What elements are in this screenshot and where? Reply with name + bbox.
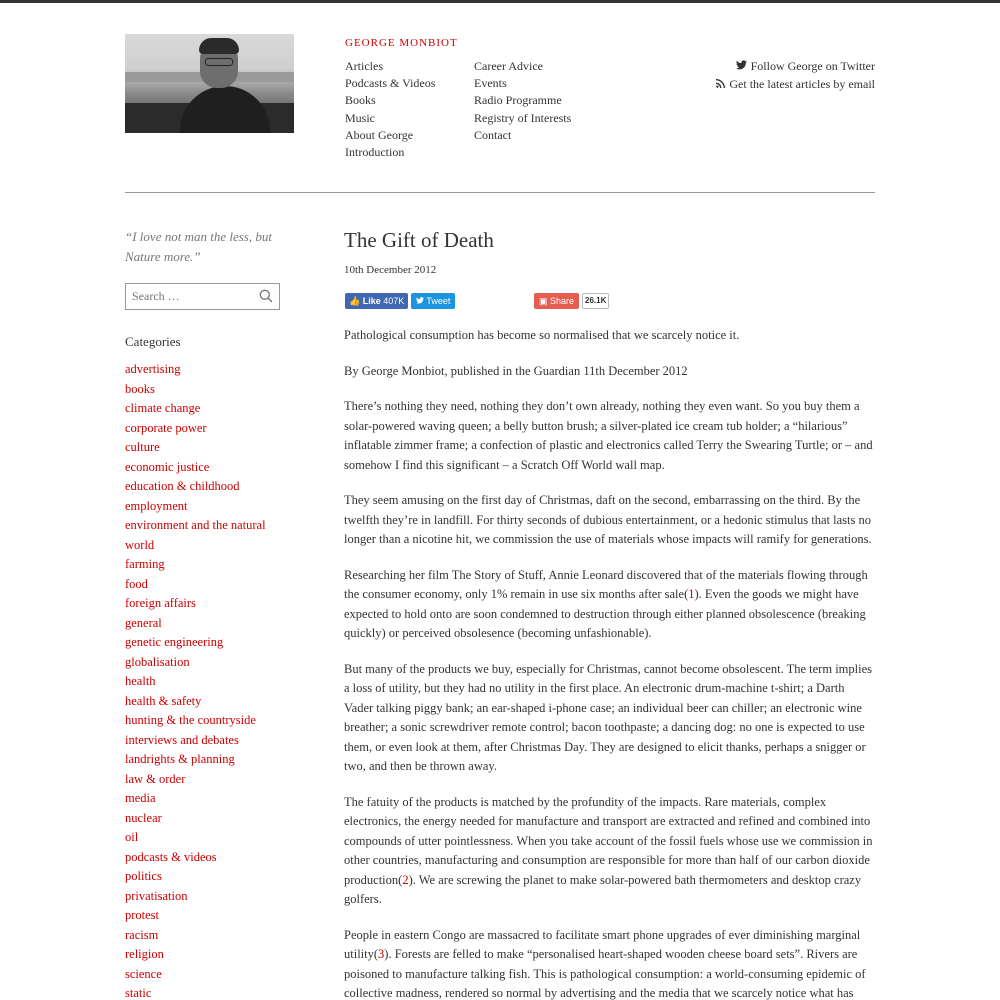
footnote-link-2[interactable]: 2: [402, 872, 409, 887]
site-title[interactable]: GEORGE MONBIOT: [345, 37, 458, 49]
main-nav-col1: [345, 58, 435, 161]
rss-icon: [713, 77, 725, 94]
category-link[interactable]: privatisation: [125, 888, 188, 903]
category-link[interactable]: education & childhood: [125, 479, 240, 493]
share-count: 26.1K: [582, 293, 609, 309]
category-link[interactable]: economic justice: [125, 459, 210, 474]
category-link[interactable]: health & safety: [125, 693, 202, 708]
thumbs-up-icon: 👍: [349, 296, 361, 306]
category-link[interactable]: corporate power: [125, 420, 207, 435]
article-paragraph: [344, 926, 875, 1000]
category-link[interactable]: advertising: [125, 362, 181, 376]
nav-contact[interactable]: Contact: [474, 127, 512, 142]
nav-radio-programme[interactable]: Radio Programme: [474, 93, 562, 108]
search-input[interactable]: [126, 284, 256, 309]
nav-introduction[interactable]: Introduction: [345, 145, 405, 160]
nav-music[interactable]: Music: [345, 110, 375, 125]
like-label: Like: [362, 296, 381, 306]
paragraph-text: Researching her film The Story of Stuff, Annie Leonard discovered that of the materials flowing through the consumer economy, only 1% remain in use six months after sale(: [344, 567, 868, 601]
email-subscribe-link[interactable]: [713, 76, 875, 94]
paragraph-text: The fatuity of the products is matched by the profundity of the impacts. Rare materials, complex electronics, the energy needed for manufacture and transport are extracted and refined and combined into compounds of utter pointlessness. When you take account of the fossil fuels whose use we commission in other countries, manufacturing and consumption are responsible for more than half of our carbon dioxide production(: [344, 794, 873, 887]
nav-about-george[interactable]: About George: [345, 127, 414, 142]
search-box: [125, 283, 280, 310]
footnote-link-1[interactable]: 1: [688, 587, 695, 601]
categories-heading: Categories: [125, 334, 181, 349]
paragraph-text: ). We are screwing the planet to make solar-powered bath thermometers and desktop crazy golfers.: [344, 872, 862, 906]
category-link[interactable]: books: [125, 381, 155, 396]
article-paragraph: Pathological consumption has become so normalised that we scarcely notice it.: [344, 328, 740, 342]
article-byline: By George Monbiot, published in the Guardian 11th December 2012: [344, 363, 688, 378]
like-count: 407K: [383, 296, 405, 306]
category-link[interactable]: genetic engineering: [125, 635, 224, 649]
category-link[interactable]: law & order: [125, 771, 186, 786]
article: [344, 227, 875, 1000]
category-link[interactable]: culture: [125, 440, 160, 454]
nav-articles[interactable]: Articles: [345, 59, 383, 73]
sidebar-quote: “I love not man the less, but Nature more.”: [125, 229, 272, 264]
paragraph-text: ). Forests are felled to make “personalised heart-shaped wooden cheese board sets”. Rivers are poisoned to manufacture talking fish. This is pathological consumption: a world-consuming epidemic of collective madness, rendered so normal by advertising and the media that we scarcely notice what has: [344, 947, 866, 1000]
category-link[interactable]: politics: [125, 869, 162, 883]
author-photo: [125, 34, 294, 133]
category-link[interactable]: health: [125, 674, 156, 688]
category-link[interactable]: religion: [125, 947, 164, 961]
category-link[interactable]: nuclear: [125, 810, 162, 825]
category-link[interactable]: landrights & planning: [125, 752, 235, 766]
category-link[interactable]: farming: [125, 557, 165, 571]
footnote-link-3[interactable]: 3: [378, 947, 385, 961]
site-header: [125, 3, 875, 193]
category-link[interactable]: interviews and debates: [125, 732, 239, 747]
category-link[interactable]: environment and the natural world: [125, 518, 266, 552]
share-button[interactable]: [534, 293, 579, 309]
tweet-label: Tweet: [426, 296, 451, 306]
social-links: [713, 58, 875, 94]
twitter-follow-link[interactable]: [713, 58, 875, 76]
category-link[interactable]: climate change: [125, 401, 201, 415]
share-label: Share: [550, 296, 575, 306]
facebook-like-button[interactable]: [345, 293, 408, 309]
category-link[interactable]: science: [125, 966, 162, 981]
nav-podcasts-videos[interactable]: Podcasts & Videos: [345, 76, 436, 91]
article-date: 10th December 2012: [344, 264, 437, 276]
twitter-follow-label: Follow George on Twitter: [750, 59, 875, 73]
category-link[interactable]: foreign affairs: [125, 596, 196, 610]
nav-registry-of-interests[interactable]: Registry of Interests: [474, 110, 572, 125]
article-paragraph: [344, 566, 875, 644]
category-link[interactable]: protest: [125, 908, 160, 922]
category-link[interactable]: food: [125, 576, 148, 591]
categories-list: [125, 360, 275, 1000]
category-link[interactable]: employment: [125, 498, 188, 513]
category-link[interactable]: racism: [125, 927, 159, 942]
category-link[interactable]: podcasts & videos: [125, 849, 217, 864]
article-paragraph: There’s nothing they need, nothing they don’t own already, nothing they even want. So you buy them a solar-powered waving queen; a belly button brush; a silver-plated ice cream tub holder; a “hilarious” inflatable zimmer frame; a confection of plastic and electronics called Terry the Swearing Turtle; or – and somehow I find this significant – a Scratch Off World wall map.: [344, 399, 873, 472]
share-bar: [344, 293, 875, 310]
article-paragraph: But many of the products we buy, especially for Christmas, cannot become obsolescent. The term implies a loss of utility, but they had no utility in the first place. An electronic drum-machine t-shirt; a Darth Vader talking piggy bank; an ear-shaped i-phone case; an individual beer can chiller; an electronic wine breather; a sonic screwdriver remote control; bacon toothpaste; a dancing dog: no one is expected to use them, or even look at them, after Christmas Day. They are designed to elicit thanks, perhaps a snigger or two, and then be thrown away.: [344, 661, 872, 773]
page: [125, 3, 875, 1000]
paragraph-text: ). Even the goods we might have expected to hold onto are soon condemned to destruction through either planned obsolescence (breaking quickly) or perceived obsolesence (becoming unfashionable).: [344, 587, 866, 640]
category-link[interactable]: oil: [125, 830, 139, 844]
category-link[interactable]: globalisation: [125, 654, 190, 669]
nav-events[interactable]: Events: [474, 76, 507, 91]
nav-books[interactable]: Books: [345, 93, 376, 108]
main-nav-col2: [474, 58, 571, 144]
category-link[interactable]: general: [125, 615, 162, 630]
paragraph-text: People in eastern Congo are massacred to facilitate smart phone upgrades of ever diminishing marginal utility(: [344, 927, 861, 961]
twitter-bird-icon: [416, 296, 426, 306]
category-link[interactable]: hunting & the countryside: [125, 713, 256, 727]
tweet-button[interactable]: [411, 293, 455, 309]
sidebar: [125, 227, 305, 1000]
email-subscribe-label: Get the latest articles by email: [729, 77, 875, 92]
header-divider: [125, 192, 875, 193]
category-link[interactable]: media: [125, 791, 156, 805]
share-icon: ▣: [539, 296, 548, 306]
article-paragraph: [344, 793, 875, 910]
search-icon[interactable]: [259, 289, 273, 303]
article-paragraph: They seem amusing on the first day of Christmas, daft on the second, embarrassing on the third. By the twelfth they’re in landfill. For thirty seconds of dubious entertainment, or a hedonic stimulus that lasts no longer than a nicotine hit, we commission the use of materials whose impacts will ramify for generations.: [344, 493, 872, 546]
article-title: The Gift of Death: [344, 228, 494, 252]
category-link[interactable]: static: [125, 986, 152, 1000]
twitter-icon: [735, 59, 747, 76]
nav-career-advice[interactable]: Career Advice: [474, 59, 543, 73]
